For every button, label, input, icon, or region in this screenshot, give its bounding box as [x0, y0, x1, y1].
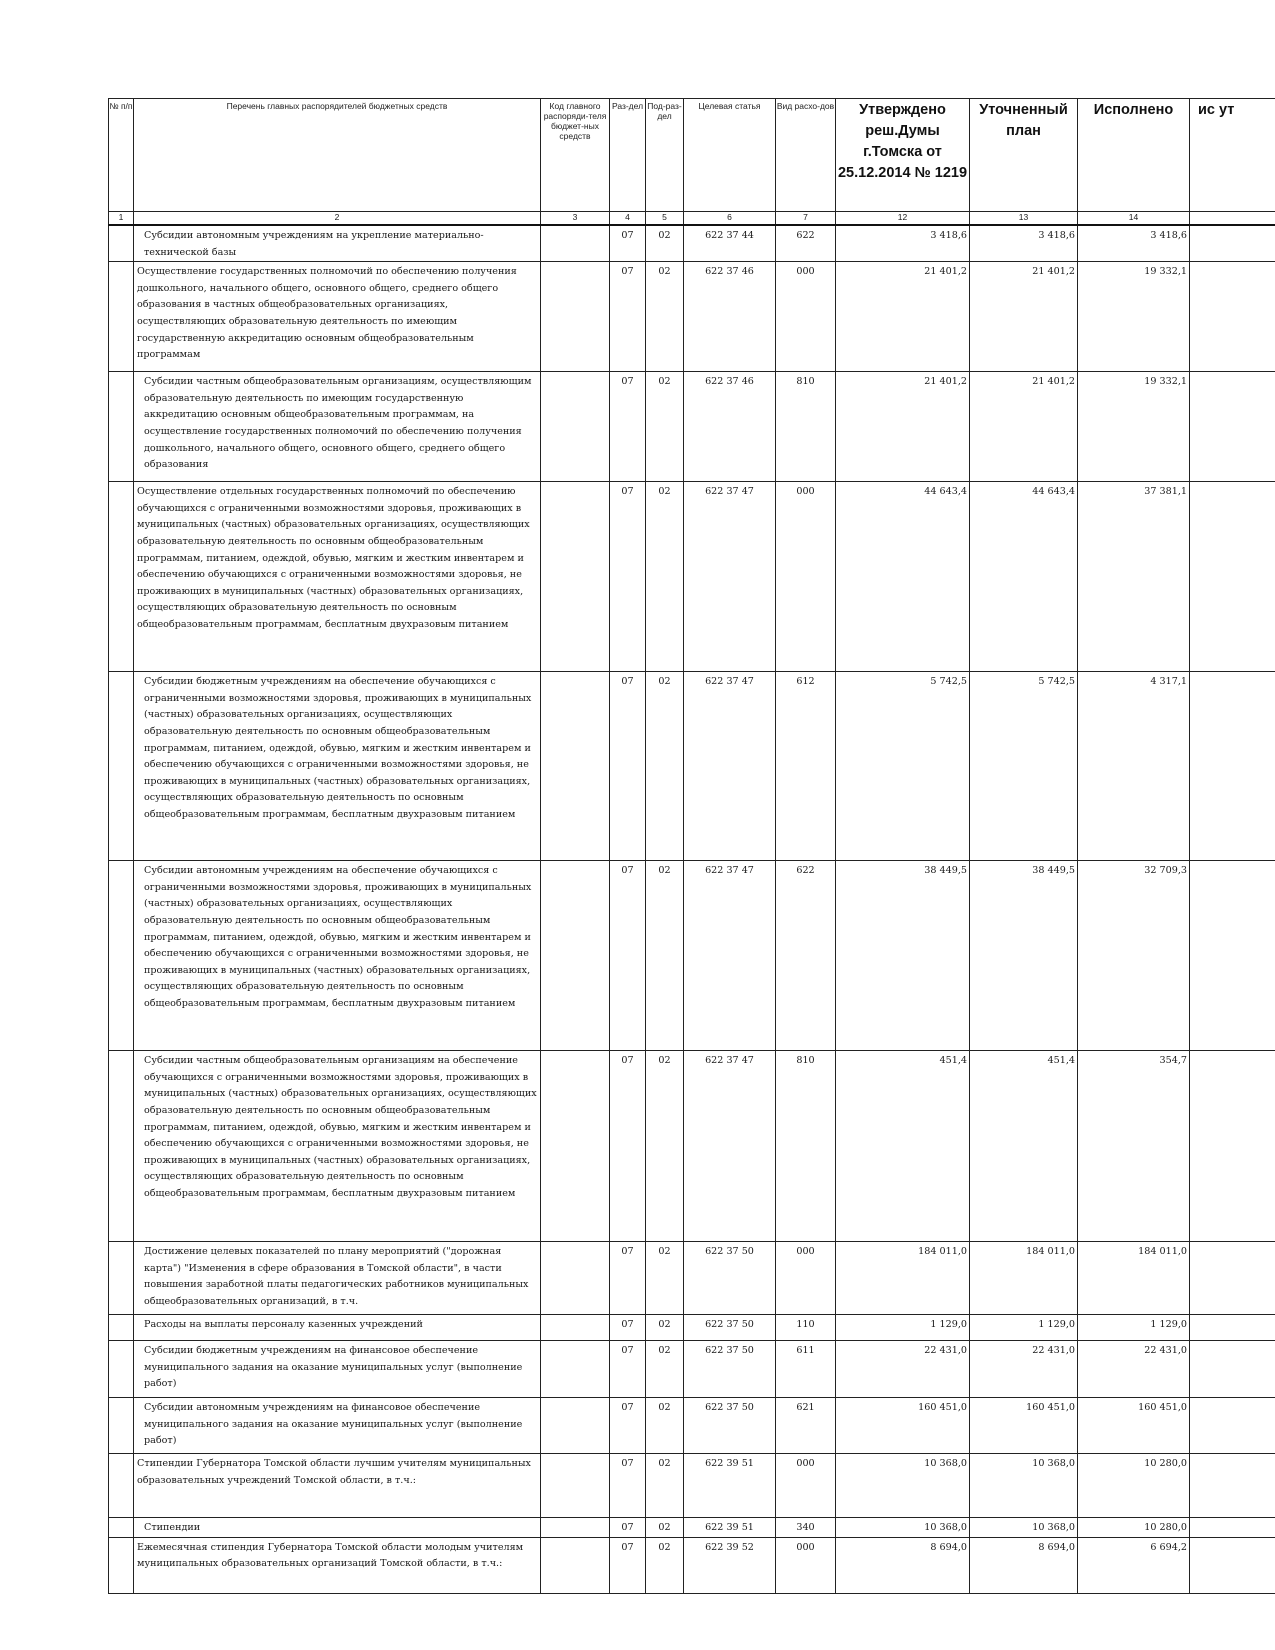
table-body	[109, 225, 1275, 1593]
cell-subsection: 02	[646, 262, 684, 372]
cell-code	[541, 482, 610, 672]
cell-target: 622 39 51	[684, 1518, 776, 1538]
cell-code	[541, 225, 610, 262]
cell-approved: 38 449,5	[836, 861, 970, 1051]
cell-clarified: 22 431,0	[970, 1341, 1078, 1398]
budget-table	[108, 98, 1275, 1594]
cell-extra	[1190, 1242, 1275, 1315]
cell-name: Осуществление государственных полномочий по обеспечению получения дошкольного, начального общего, основного общего, среднего общего образования в частных общеобразовательных организациях, осуществляющих образовательную деятельность по имеющим государственную аккредитацию основным общеобразовательным программам	[134, 262, 541, 372]
cell-num	[109, 1518, 134, 1538]
cell-approved: 10 368,0	[836, 1454, 970, 1518]
cell-num	[109, 1454, 134, 1518]
cell-num	[109, 1398, 134, 1454]
column-number-row	[109, 212, 1275, 226]
cell-extra	[1190, 1454, 1275, 1518]
cell-clarified: 38 449,5	[970, 861, 1078, 1051]
cell-subsection: 02	[646, 1518, 684, 1538]
colnum: 4	[610, 212, 646, 226]
cell-subsection: 02	[646, 672, 684, 861]
cell-target: 622 39 51	[684, 1454, 776, 1518]
cell-kind: 622	[776, 861, 836, 1051]
header-target: Целевая статья	[684, 99, 776, 212]
cell-target: 622 37 50	[684, 1242, 776, 1315]
cell-name: Субсидии автономным учреждениям на укрепление материально-технической базы	[134, 225, 541, 262]
cell-target: 622 37 50	[684, 1398, 776, 1454]
table-row	[109, 372, 1275, 482]
cell-approved: 21 401,2	[836, 262, 970, 372]
cell-executed: 354,7	[1078, 1051, 1190, 1242]
cell-subsection: 02	[646, 372, 684, 482]
cell-subsection: 02	[646, 1242, 684, 1315]
cell-num	[109, 861, 134, 1051]
cell-num	[109, 482, 134, 672]
table-row	[109, 1051, 1275, 1242]
cell-section: 07	[610, 1051, 646, 1242]
cell-clarified: 44 643,4	[970, 482, 1078, 672]
cell-name: Субсидии автономным учреждениям на обеспечение обучающихся с ограниченными возможностями здоровья, проживающих в муниципальных (частных) образовательных организациях, осуществляющих образовательную деятельность по основным общеобразовательным программам, питанием, одеждой, обувью, мягким и жестким инвентарем и обеспечению обучающихся с ограниченными возможностями здоровья, не проживающих в муниципальных (частных) образовательных организациях, осуществляющих образовательную деятельность по основным общеобразовательным программам, бесплатным двухразовым питанием	[134, 861, 541, 1051]
cell-num	[109, 672, 134, 861]
cell-code	[541, 1242, 610, 1315]
cell-approved: 44 643,4	[836, 482, 970, 672]
cell-kind: 611	[776, 1341, 836, 1398]
cell-name: Стипендии Губернатора Томской области лучшим учителям муниципальных образовательных учреждений Томской области, в т.ч.:	[134, 1454, 541, 1518]
cell-section: 07	[610, 1398, 646, 1454]
cell-target: 622 37 50	[684, 1315, 776, 1341]
cell-executed: 184 011,0	[1078, 1242, 1190, 1315]
cell-approved: 5 742,5	[836, 672, 970, 861]
cell-extra	[1190, 1518, 1275, 1538]
cell-name: Субсидии бюджетным учреждениям на финансовое обеспечение муниципального задания на оказание муниципальных услуг (выполнение работ)	[134, 1341, 541, 1398]
cell-kind: 621	[776, 1398, 836, 1454]
cell-target: 622 37 47	[684, 672, 776, 861]
table-row	[109, 1398, 1275, 1454]
cell-section: 07	[610, 1518, 646, 1538]
header-section: Раз-дел	[610, 99, 646, 212]
cell-executed: 22 431,0	[1078, 1341, 1190, 1398]
cell-clarified: 1 129,0	[970, 1315, 1078, 1341]
cell-section: 07	[610, 482, 646, 672]
cell-kind: 000	[776, 1537, 836, 1593]
header-num: № п/п	[109, 99, 134, 212]
cell-name: Субсидии бюджетным учреждениям на обеспечение обучающихся с ограниченными возможностями здоровья, проживающих в муниципальных (частных) образовательных организациях, осуществляющих образовательную деятельность по основным общеобразовательным программам, питанием, одеждой, обувью, мягким и жестким инвентарем и обеспечению обучающихся с ограниченными возможностями здоровья, не проживающих в муниципальных (частных) образовательных организациях, осуществляющих образовательную деятельность по основным общеобразовательным программам, бесплатным двухразовым питанием	[134, 672, 541, 861]
cell-target: 622 37 44	[684, 225, 776, 262]
cell-kind: 000	[776, 1242, 836, 1315]
table-row	[109, 1341, 1275, 1398]
cell-num	[109, 262, 134, 372]
cell-name: Достижение целевых показателей по плану мероприятий ("дорожная карта") "Изменения в сфере образования в Томской области", в части повышения заработной платы педагогических работников муниципальных общеобразовательных организаций, в т.ч.	[134, 1242, 541, 1315]
colnum: 14	[1078, 212, 1190, 226]
cell-subsection: 02	[646, 1315, 684, 1341]
cell-section: 07	[610, 672, 646, 861]
cell-extra	[1190, 1537, 1275, 1593]
header-subsection: Под-раз-дел	[646, 99, 684, 212]
header-name: Перечень главных распорядителей бюджетных средств	[134, 99, 541, 212]
cell-subsection: 02	[646, 482, 684, 672]
cell-approved: 3 418,6	[836, 225, 970, 262]
colnum: 7	[776, 212, 836, 226]
cell-name: Стипендии	[134, 1518, 541, 1538]
cell-num	[109, 1341, 134, 1398]
cell-extra	[1190, 861, 1275, 1051]
cell-code	[541, 1341, 610, 1398]
cell-code	[541, 1315, 610, 1341]
colnum: 13	[970, 212, 1078, 226]
cell-name: Субсидии автономным учреждениям на финансовое обеспечение муниципального задания на оказание муниципальных услуг (выполнение работ)	[134, 1398, 541, 1454]
cell-extra	[1190, 1398, 1275, 1454]
table-row	[109, 262, 1275, 372]
table-row	[109, 1242, 1275, 1315]
cell-extra	[1190, 672, 1275, 861]
table-row	[109, 225, 1275, 262]
cell-extra	[1190, 1341, 1275, 1398]
table-row	[109, 1454, 1275, 1518]
cell-approved: 1 129,0	[836, 1315, 970, 1341]
cell-target: 622 37 47	[684, 861, 776, 1051]
cell-code	[541, 1398, 610, 1454]
cell-subsection: 02	[646, 1398, 684, 1454]
cell-subsection: 02	[646, 1051, 684, 1242]
colnum: 6	[684, 212, 776, 226]
cell-num	[109, 1315, 134, 1341]
cell-executed: 1 129,0	[1078, 1315, 1190, 1341]
cell-section: 07	[610, 1341, 646, 1398]
cell-section: 07	[610, 1315, 646, 1341]
cell-code	[541, 1537, 610, 1593]
cell-clarified: 3 418,6	[970, 225, 1078, 262]
colnum: 5	[646, 212, 684, 226]
cell-clarified: 184 011,0	[970, 1242, 1078, 1315]
cell-section: 07	[610, 262, 646, 372]
cell-approved: 184 011,0	[836, 1242, 970, 1315]
cell-kind: 810	[776, 372, 836, 482]
cell-subsection: 02	[646, 1537, 684, 1593]
cell-kind: 000	[776, 262, 836, 372]
header-row	[109, 99, 1275, 212]
cell-name: Субсидии частным общеобразовательным организациям на обеспечение обучающихся с ограниченными возможностями здоровья, проживающих в муниципальных (частных) образовательных организациях, осуществляющих образовательную деятельность по основным общеобразовательным программам, питанием, одеждой, обувью, мягким и жестким инвентарем и обеспечению обучающихся с ограниченными возможностями здоровья, не проживающих в муниципальных (частных) образовательных организациях, осуществляющих образовательную деятельность по основным общеобразовательным программам, бесплатным двухразовым питанием	[134, 1051, 541, 1242]
cell-subsection: 02	[646, 1454, 684, 1518]
cell-target: 622 39 52	[684, 1537, 776, 1593]
cell-code	[541, 372, 610, 482]
cell-num	[109, 1051, 134, 1242]
cell-clarified: 10 368,0	[970, 1518, 1078, 1538]
cell-section: 07	[610, 1242, 646, 1315]
cell-name: Ежемесячная стипендия Губернатора Томской области молодым учителям муниципальных образовательных организаций Томской области, в т.ч.:	[134, 1537, 541, 1593]
cell-code	[541, 672, 610, 861]
cell-kind: 110	[776, 1315, 836, 1341]
cell-target: 622 37 46	[684, 372, 776, 482]
cell-subsection: 02	[646, 225, 684, 262]
cell-approved: 21 401,2	[836, 372, 970, 482]
cell-clarified: 5 742,5	[970, 672, 1078, 861]
cell-executed: 10 280,0	[1078, 1454, 1190, 1518]
cell-executed: 19 332,1	[1078, 262, 1190, 372]
header-executed: Исполнено	[1078, 99, 1190, 212]
cell-clarified: 10 368,0	[970, 1454, 1078, 1518]
cell-kind: 810	[776, 1051, 836, 1242]
cell-kind: 612	[776, 672, 836, 861]
cell-name: Осуществление отдельных государственных полномочий по обеспечению обучающихся с ограниченными возможностями здоровья, проживающих в муниципальных (частных) образовательных организациях, осуществляющих образовательную деятельность по основным общеобразовательным программам, питанием, одеждой, обувью, мягким и жестким инвентарем и обеспечению обучающихся с ограниченными возможностями здоровья, не проживающих в муниципальных (частных) образовательных организациях, осуществляющих образовательную деятельность по основным общеобразовательным программам, бесплатным двухразовым питанием	[134, 482, 541, 672]
cell-target: 622 37 50	[684, 1341, 776, 1398]
cell-clarified: 8 694,0	[970, 1537, 1078, 1593]
cell-code	[541, 262, 610, 372]
header-approved: Утверждено реш.Думы г.Томска от 25.12.2014 № 1219	[836, 99, 970, 212]
cell-approved: 8 694,0	[836, 1537, 970, 1593]
cell-executed: 4 317,1	[1078, 672, 1190, 861]
cell-clarified: 160 451,0	[970, 1398, 1078, 1454]
cell-subsection: 02	[646, 1341, 684, 1398]
cell-subsection: 02	[646, 861, 684, 1051]
cell-approved: 160 451,0	[836, 1398, 970, 1454]
table-row	[109, 482, 1275, 672]
cell-approved: 22 431,0	[836, 1341, 970, 1398]
colnum: 1	[109, 212, 134, 226]
cell-extra	[1190, 1315, 1275, 1341]
cell-executed: 19 332,1	[1078, 372, 1190, 482]
table-row	[109, 1315, 1275, 1341]
cell-name: Субсидии частным общеобразовательным организациям, осуществляющим образовательную деятельность по имеющим государственную аккредитацию основным общеобразовательным программам, на осуществление государственных полномочий по обеспечению получения дошкольного, начального общего, основного общего, среднего общего образования	[134, 372, 541, 482]
cell-num	[109, 1537, 134, 1593]
cell-section: 07	[610, 225, 646, 262]
cell-kind: 622	[776, 225, 836, 262]
cell-approved: 451,4	[836, 1051, 970, 1242]
cell-clarified: 21 401,2	[970, 372, 1078, 482]
table-row	[109, 861, 1275, 1051]
cell-executed: 3 418,6	[1078, 225, 1190, 262]
cell-num	[109, 1242, 134, 1315]
cell-kind: 000	[776, 1454, 836, 1518]
header-kind: Вид расхо-дов	[776, 99, 836, 212]
cell-executed: 10 280,0	[1078, 1518, 1190, 1538]
cell-target: 622 37 46	[684, 262, 776, 372]
cell-extra	[1190, 372, 1275, 482]
colnum: 2	[134, 212, 541, 226]
cell-section: 07	[610, 372, 646, 482]
cell-target: 622 37 47	[684, 1051, 776, 1242]
table-row	[109, 672, 1275, 861]
cell-code	[541, 1454, 610, 1518]
table-row	[109, 1537, 1275, 1593]
cell-kind: 000	[776, 482, 836, 672]
colnum: 12	[836, 212, 970, 226]
colnum	[1190, 212, 1275, 226]
cell-section: 07	[610, 861, 646, 1051]
budget-table-sheet	[108, 98, 1275, 1650]
colnum: 3	[541, 212, 610, 226]
cell-executed: 37 381,1	[1078, 482, 1190, 672]
cell-code	[541, 1051, 610, 1242]
cell-executed: 6 694,2	[1078, 1537, 1190, 1593]
cell-kind: 340	[776, 1518, 836, 1538]
cell-section: 07	[610, 1454, 646, 1518]
cell-clarified: 21 401,2	[970, 262, 1078, 372]
header-clarified: Уточненный план	[970, 99, 1078, 212]
cell-extra	[1190, 225, 1275, 262]
table-row	[109, 1518, 1275, 1538]
cell-code	[541, 861, 610, 1051]
cell-extra	[1190, 262, 1275, 372]
cell-code	[541, 1518, 610, 1538]
cell-extra	[1190, 1051, 1275, 1242]
cell-approved: 10 368,0	[836, 1518, 970, 1538]
cell-executed: 160 451,0	[1078, 1398, 1190, 1454]
cell-section: 07	[610, 1537, 646, 1593]
header-code: Код главного распоряди-теля бюджет-ных средств	[541, 99, 610, 212]
cell-num	[109, 225, 134, 262]
cell-extra	[1190, 482, 1275, 672]
cell-name: Расходы на выплаты персоналу казенных учреждений	[134, 1315, 541, 1341]
cell-target: 622 37 47	[684, 482, 776, 672]
cell-executed: 32 709,3	[1078, 861, 1190, 1051]
cell-clarified: 451,4	[970, 1051, 1078, 1242]
header-extra: ис ут	[1190, 99, 1275, 212]
cell-num	[109, 372, 134, 482]
